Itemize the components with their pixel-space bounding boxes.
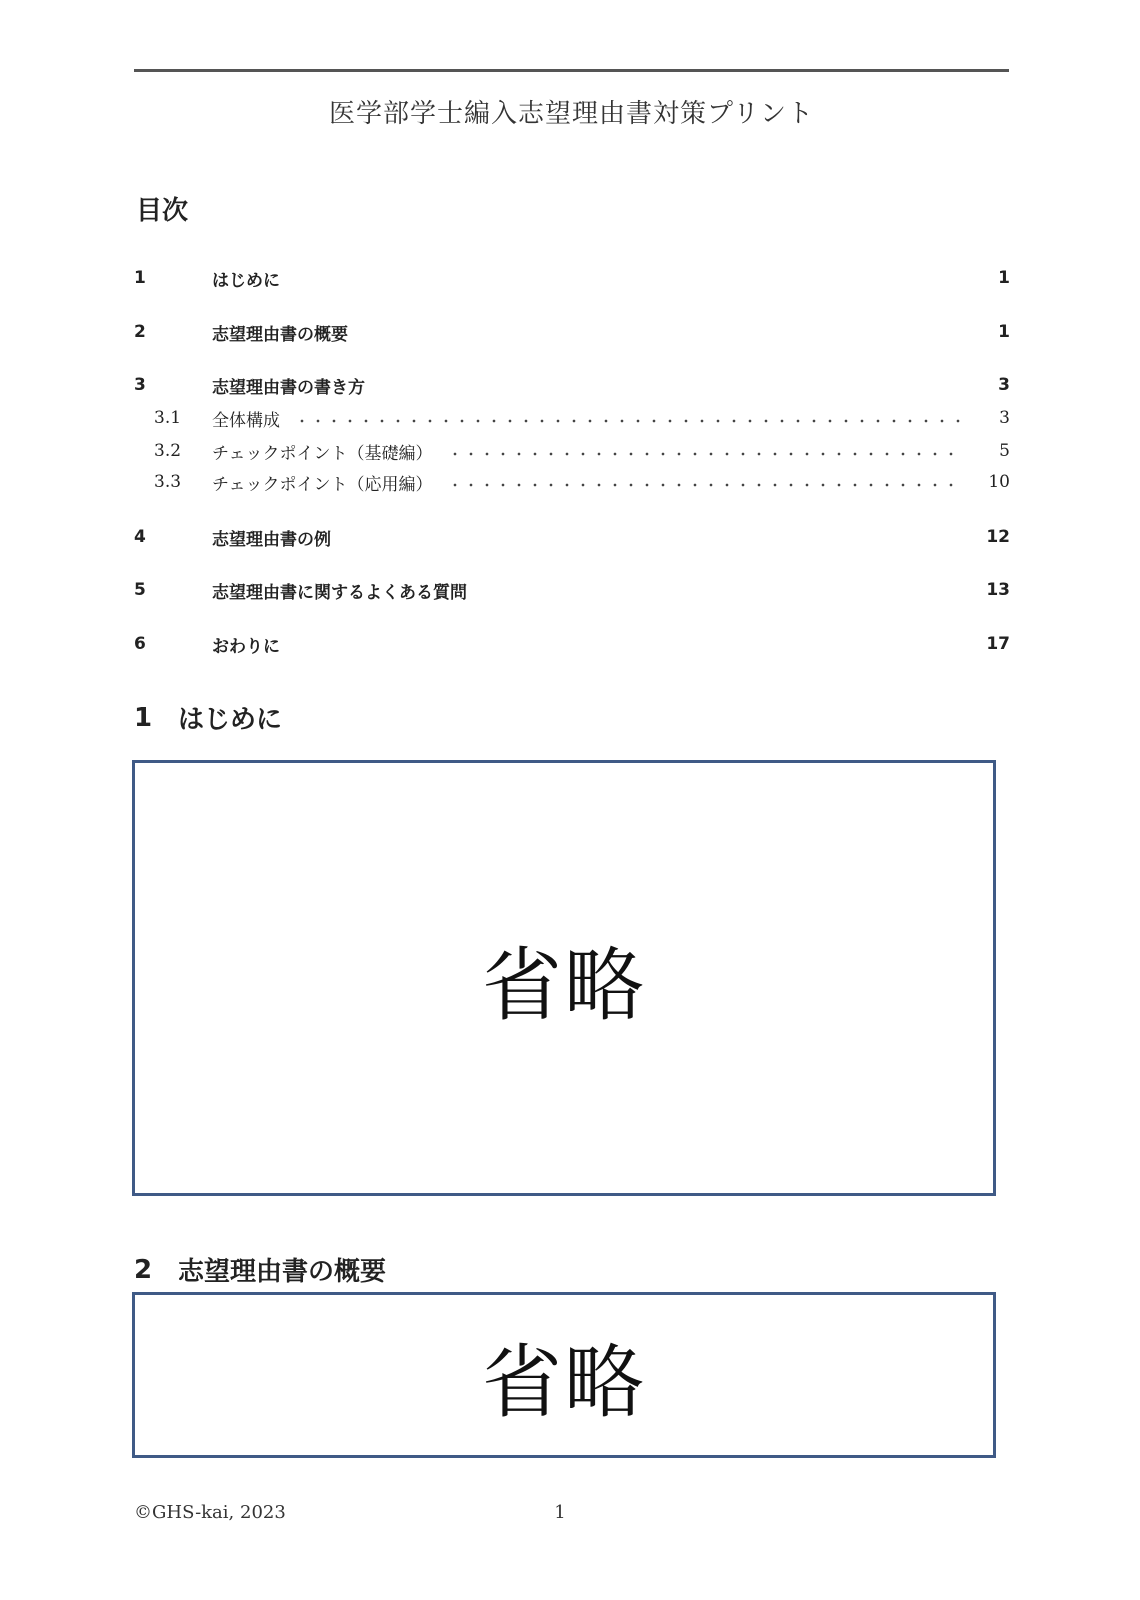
omitted-content-box-1 (132, 760, 996, 1196)
toc-entry-title: チェックポイント（応用編） (212, 474, 433, 495)
section-number: 2 (134, 1254, 153, 1285)
toc-entry-number: 1 (134, 268, 146, 288)
toc-entry-3-3[interactable] (134, 469, 1010, 495)
toc-entry-title: はじめに (212, 270, 280, 291)
omitted-content-box-2 (132, 1292, 996, 1458)
toc-entry-title: 全体構成 (212, 410, 280, 431)
document-title: 医学部学士編入志望理由書対策プリント (329, 99, 814, 129)
omitted-label: 省略 (482, 938, 646, 1032)
toc-entry-3-1[interactable] (134, 405, 1010, 431)
toc-heading: 目次 (136, 196, 189, 226)
footer-copyright: ©GHS-kai, 2023 (134, 1502, 286, 1523)
toc-entry-page: 12 (986, 527, 1010, 547)
toc-entry-2[interactable] (134, 319, 1010, 345)
toc-entry-title: 志望理由書の書き方 (212, 377, 365, 398)
toc-entry-page: 17 (986, 634, 1010, 654)
toc-entry-number: 3 (134, 375, 146, 395)
toc-entry-page: 5 (999, 441, 1010, 461)
toc-entry-1[interactable] (134, 265, 1010, 291)
toc-entry-page: 13 (986, 580, 1010, 600)
omitted-label: 省略 (482, 1335, 646, 1429)
footer-page-number: 1 (554, 1502, 566, 1523)
toc-dot-leader (294, 419, 960, 423)
toc-entry-title: 志望理由書の例 (212, 529, 331, 550)
section-title: 志望理由書の概要 (178, 1257, 387, 1287)
toc-entry-page: 1 (998, 268, 1010, 288)
toc-entry-number: 5 (134, 580, 146, 600)
toc-dot-leader (447, 483, 961, 487)
toc-entry-number: 3.3 (154, 472, 182, 492)
top-rule (134, 69, 1009, 72)
toc-entry-page: 3 (998, 375, 1010, 395)
toc-entry-number: 3.2 (154, 441, 182, 461)
toc-entry-page: 3 (999, 408, 1010, 428)
section-heading-2 (134, 1251, 386, 1288)
toc-entry-title: チェックポイント（基礎編） (212, 443, 433, 464)
toc-entry-number: 2 (134, 322, 146, 342)
toc-entry-title: 志望理由書に関するよくある質問 (212, 582, 467, 603)
section-number: 1 (134, 702, 153, 733)
toc-entry-number: 4 (134, 527, 146, 547)
toc-dot-leader (447, 452, 961, 456)
toc-entry-4[interactable] (134, 524, 1010, 550)
toc-entry-3-2[interactable] (134, 438, 1010, 464)
toc-entry-title: 志望理由書の概要 (212, 324, 348, 345)
toc-entry-6[interactable] (134, 631, 1010, 657)
toc-entry-5[interactable] (134, 577, 1010, 603)
toc-entry-title: おわりに (212, 636, 280, 657)
section-heading-1 (134, 699, 282, 736)
toc-entry-number: 6 (134, 634, 146, 654)
section-title: はじめに (178, 705, 283, 735)
toc-entry-3[interactable] (134, 372, 1010, 398)
toc-entry-number: 3.1 (154, 408, 182, 428)
toc-entry-page: 1 (998, 322, 1010, 342)
toc-entry-page: 10 (988, 472, 1010, 492)
